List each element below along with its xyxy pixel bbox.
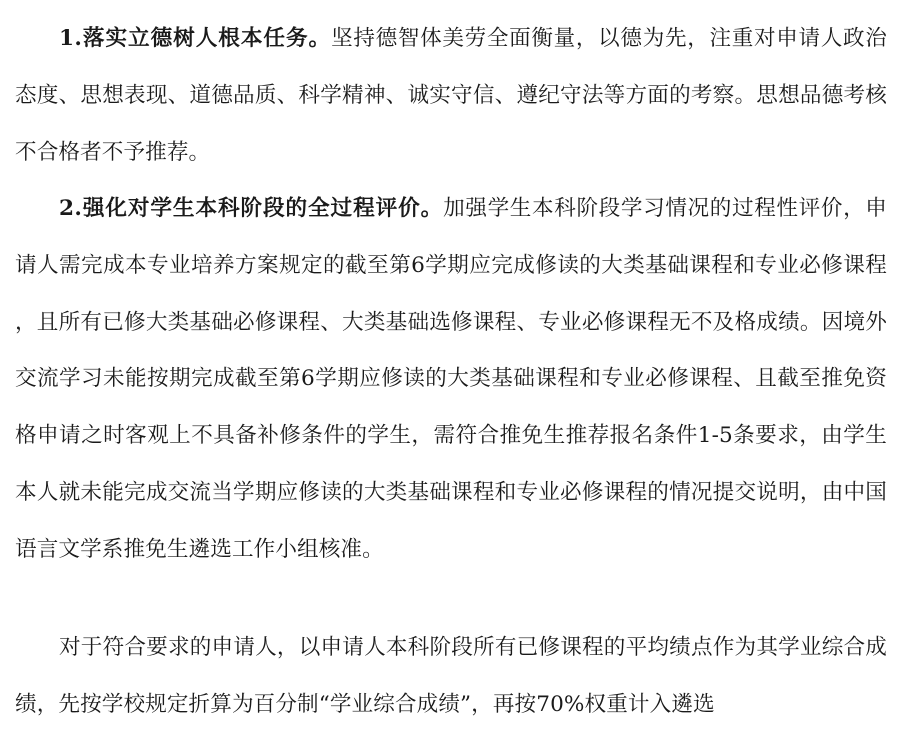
paragraph-1 [15, 11, 887, 181]
paragraph-2-body: 加强学生本科阶段学习情况的过程性评价，申请人需完成本专业培养方案规定的截至第6学期应完成修读的大类基础课程和专业必修课程，且所有已修大类基础必修课程、大类基础选修课程、专业必修课程无不及格成绩。因境外交流学习未能按期完成截至第6学期应修读的大类基础课程和专业必修课程、且截至推免资格申请之时客观上不具备补修条件的学生，需符合推免生推荐报名条件1-5条要求，由学生本人就未能完成交流当学期应修读的大类基础课程和专业必修课程的情况提交说明，由中国语言文学系推免生遴选工作小组核准。 [15, 196, 887, 562]
paragraph-3-body: 对于符合要求的申请人，以申请人本科阶段所有已修课程的平均绩点作为其学业综合成绩，先按学校规定折算为百分制“学业综合成绩”，再按70%权重计入遴选 [15, 635, 887, 717]
paragraph-1-body: 坚持德智体美劳全面衡量，以德为先，注重对申请人政治态度、思想表现、道德品质、科学精神、诚实守信、遵纪守法等方面的考察。思想品德考核不合格者不予推荐。 [15, 26, 887, 165]
paragraph-2-heading: 2.强化对学生本科阶段的全过程评价。 [59, 196, 444, 221]
paragraph-1-heading: 1.落实立德树人根本任务。 [59, 26, 332, 51]
paragraph-3 [15, 620, 887, 734]
paragraph-2 [15, 181, 887, 579]
